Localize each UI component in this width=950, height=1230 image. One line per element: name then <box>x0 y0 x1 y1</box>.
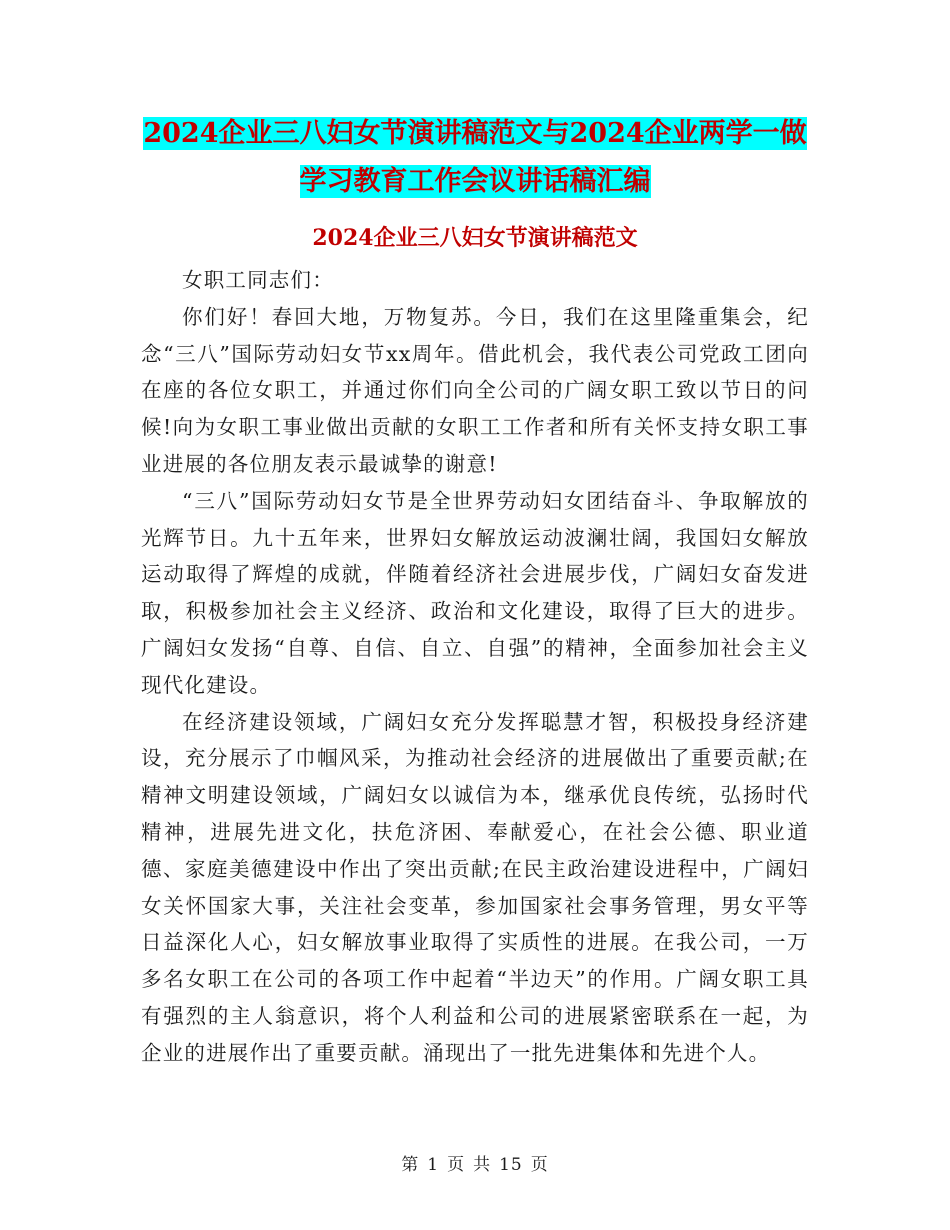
document-body <box>141 262 809 1072</box>
paragraph-greeting: 你们好！春回大地，万物复苏。今日，我们在这里隆重集会，纪念“三八”国际劳动妇女节xx周年。借此机会，我代表公司党政工团向在座的各位女职工，并通过你们向全公司的广阔女职工致以节日的问候!向为女职工事业做出贡献的女职工工作者和所有关怀支持女职工事业进展的各位朋友表示最诚挚的谢意! <box>141 304 809 476</box>
footer-suffix: 页 <box>530 1155 549 1175</box>
footer-total-pages: 15 <box>499 1155 523 1175</box>
document-title-line2: 学习教育工作会议讲话稿汇编 <box>299 166 651 197</box>
footer-current-page: 1 <box>427 1155 440 1175</box>
footer-prefix: 第 <box>401 1155 420 1175</box>
section-title: 2024企业三八妇女节演讲稿范文 <box>312 225 638 251</box>
paragraph-history: “三八”国际劳动妇女节是全世界劳动妇女团结奋斗、争取解放的光辉节日。九十五年来，世界妇女解放运动波澜壮阔，我国妇女解放运动取得了辉煌的成就，伴随着经济社会进展步伐，广阔妇女奋发进取，积极参加社会主义经济、政治和文化建设，取得了巨大的进步。广阔妇女发扬“自尊、自信、自立、自强”的精神，全面参加社会主义现代化建设。 <box>141 488 809 697</box>
paragraph-contributions: 在经济建设领域，广阔妇女充分发挥聪慧才智，积极投身经济建设，充分展示了巾帼风采，为推动社会经济的进展做出了重要贡献;在精神文明建设领域，广阔妇女以诚信为本，继承优良传统，弘扬时代精神，进展先进文化，扶危济困、奉献爱心，在社会公德、职业道德、家庭美德建设中作出了突出贡献;在民主政治建设进程中，广阔妇女关怀国家大事，关注社会变革，参加国家社会事务管理，男女平等日益深化人心，妇女解放事业取得了实质性的进展。在我公司，一万多名女职工在公司的各项工作中起着“半边天”的作用。广阔女职工具有强烈的主人翁意识，将个人利益和公司的进展紧密联系在一起，为企业的进展作出了重要贡献。涌现出了一批先进集体和先进个人。 <box>141 709 809 1065</box>
footer-total-prefix: 共 <box>473 1155 492 1175</box>
document-title-line1: 2024企业三八妇女节演讲稿范文与2024企业两学一做 <box>143 118 807 149</box>
page-footer <box>0 1153 950 1177</box>
footer-page-word: 页 <box>447 1155 466 1175</box>
salutation: 女职工同志们： <box>182 268 334 292</box>
document-title <box>0 110 950 206</box>
